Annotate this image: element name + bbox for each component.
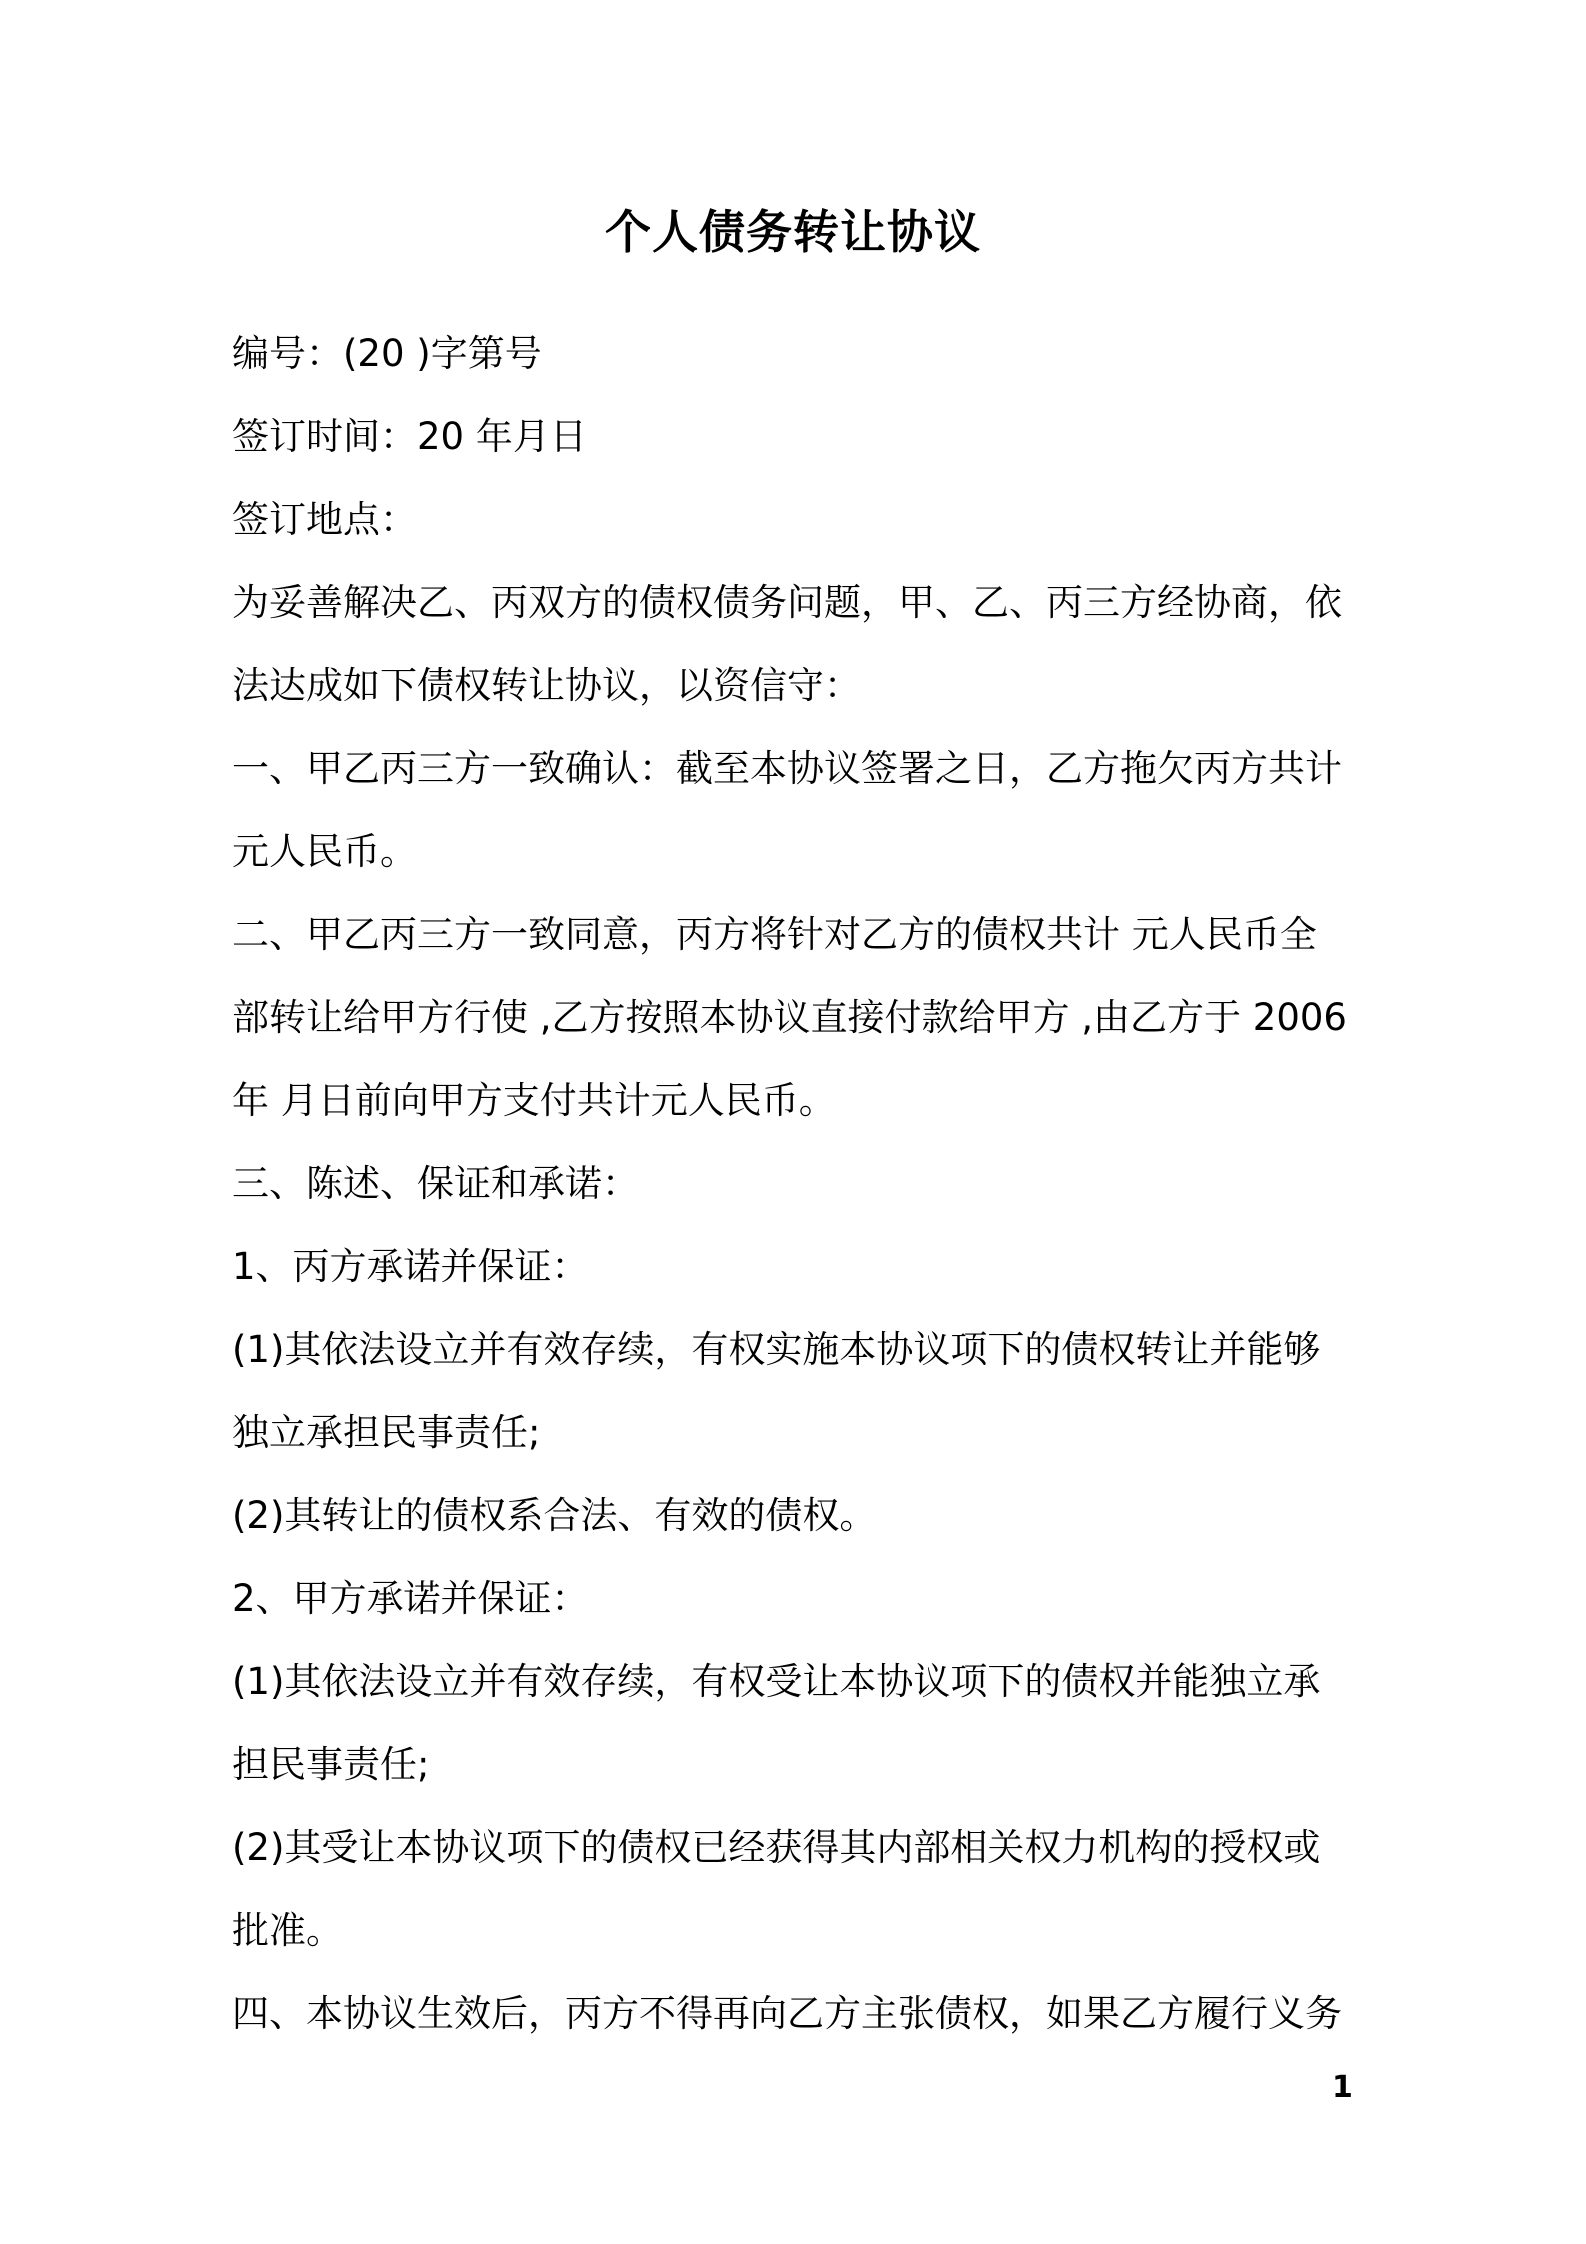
document-body xyxy=(0,312,1586,2055)
document-line: 1、丙方承诺并保证： xyxy=(232,1245,589,1288)
document-line: 2、甲方承诺并保证： xyxy=(232,1577,589,1620)
document-line: 元人民币。 xyxy=(232,830,417,873)
document-line: (1)其依法设立并有效存续，有权实施本协议项下的债权转让并能够 xyxy=(232,1328,1321,1371)
document-line: 签订时间：20 年月日 xyxy=(232,415,587,458)
document-line: (1)其依法设立并有效存续，有权受让本协议项下的债权并能独立承 xyxy=(232,1660,1321,1703)
document-line: 四、本协议生效后，丙方不得再向乙方主张债权，如果乙方履行义务 xyxy=(232,1992,1342,2035)
document-line: 担民事责任; xyxy=(232,1743,430,1786)
document-line: 独立承担民事责任; xyxy=(232,1411,541,1454)
document-line: (2)其受让本协议项下的债权已经获得其内部相关权力机构的授权或 xyxy=(232,1826,1321,1869)
document-title: 个人债务转让协议 xyxy=(605,205,981,259)
document-line: 编号：(20 )字第号 xyxy=(232,332,542,375)
document-line: 批准。 xyxy=(232,1909,343,1952)
document-line: 为妥善解决乙、丙双方的债权债务问题，甲、乙、丙三方经协商，依 xyxy=(232,581,1342,624)
document-line: 一、甲乙丙三方一致确认：截至本协议签署之日，乙方拖欠丙方共计 xyxy=(232,747,1342,790)
page-number: 1 xyxy=(1332,2070,1353,2105)
document-line: 二、甲乙丙三方一致同意，丙方将针对乙方的债权共计 元人民币全 xyxy=(232,913,1317,956)
document-line: 部转让给甲方行使 ,乙方按照本协议直接付款给甲方 ,由乙方于 2006 xyxy=(232,996,1347,1039)
document-line: (2)其转让的债权系合法、有效的债权。 xyxy=(232,1494,877,1537)
document-line: 三、陈述、保证和承诺： xyxy=(232,1162,639,1205)
document-line: 年 月日前向甲方支付共计元人民币。 xyxy=(232,1079,836,1122)
document-line: 签订地点： xyxy=(232,498,417,541)
document-line: 法达成如下债权转让协议，以资信守： xyxy=(232,664,861,707)
